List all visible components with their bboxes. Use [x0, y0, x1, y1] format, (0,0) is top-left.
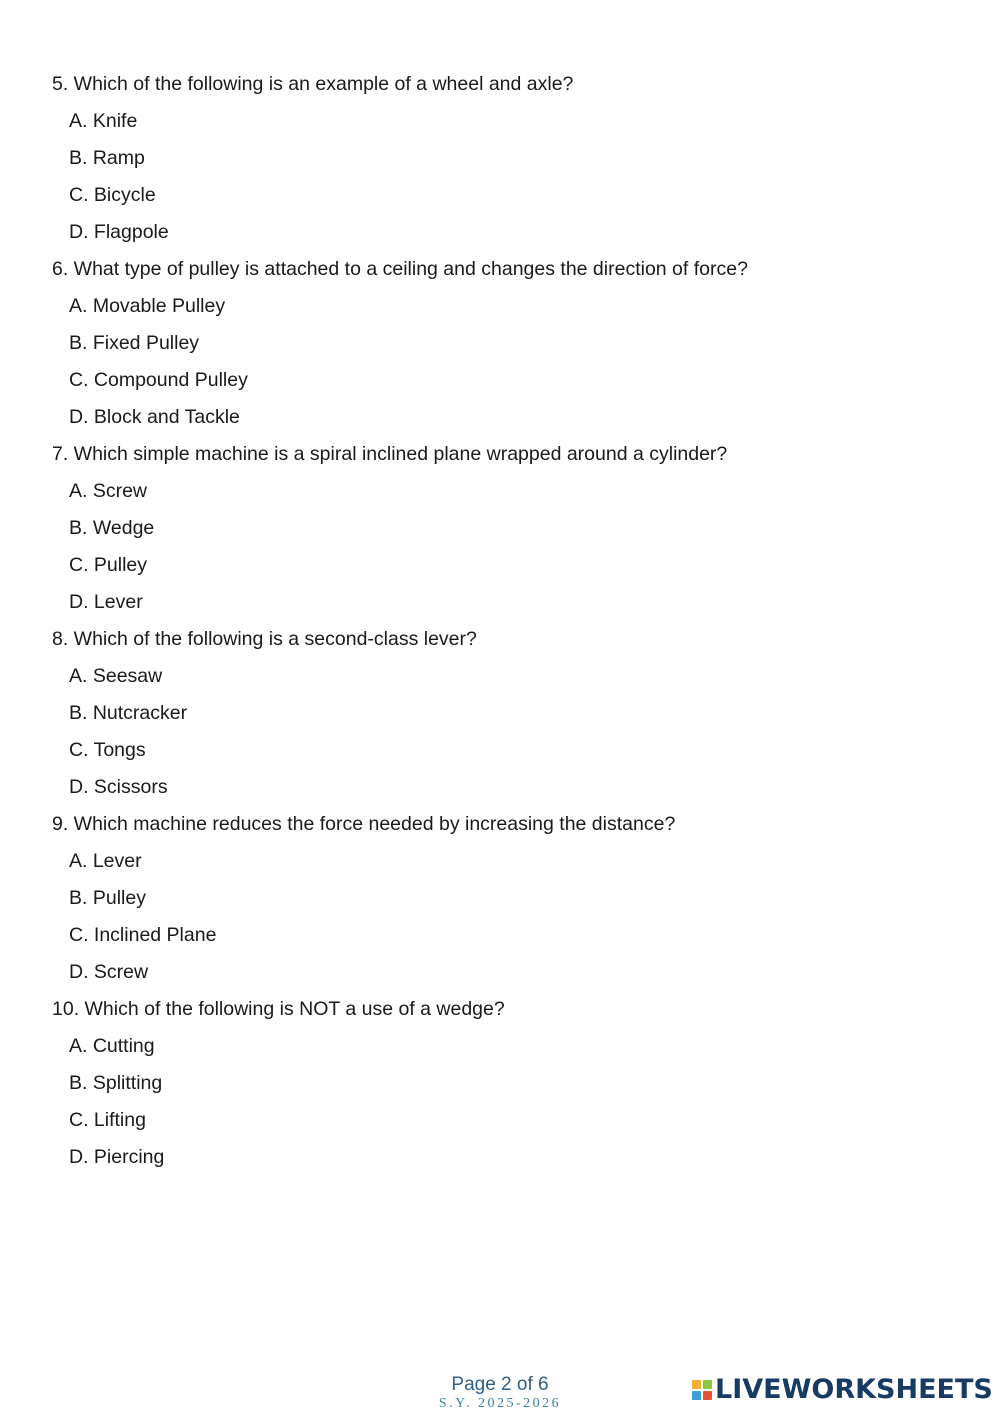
page-number: Page 2 of 6	[451, 1374, 549, 1395]
answer-option: D. Screw	[69, 961, 149, 983]
answer-option: B. Ramp	[69, 147, 145, 169]
question-item	[52, 991, 952, 1176]
liveworksheets-logo	[692, 1374, 993, 1406]
logo-square-icon	[692, 1391, 701, 1400]
liveworksheets-logo-icon	[692, 1380, 712, 1400]
question-item	[52, 436, 952, 621]
question-text: 9. Which machine reduces the force needed by increasing the distance?	[52, 813, 676, 835]
question-text: 5. Which of the following is an example of a wheel and axle?	[52, 73, 574, 95]
answer-option: C. Pulley	[69, 554, 148, 576]
school-year: S.Y. 2025-2026	[438, 1396, 562, 1411]
logo-square-icon	[703, 1380, 712, 1389]
logo-square-icon	[703, 1391, 712, 1400]
answer-option: A. Movable Pulley	[69, 295, 226, 317]
answer-option: C. Bicycle	[69, 184, 156, 206]
answer-option: B. Wedge	[69, 517, 155, 539]
answer-option: D. Block and Tackle	[69, 406, 240, 428]
answer-option: C. Lifting	[69, 1109, 146, 1131]
question-text: 6. What type of pulley is attached to a ceiling and changes the direction of force?	[52, 258, 748, 280]
question-text: 7. Which simple machine is a spiral inclined plane wrapped around a cylinder?	[52, 443, 728, 465]
answer-option: B. Splitting	[69, 1072, 163, 1094]
answer-option: B. Nutcracker	[69, 702, 188, 724]
question-list	[52, 66, 952, 1176]
answer-option: A. Knife	[69, 110, 138, 132]
answer-option: C. Inclined Plane	[69, 924, 217, 946]
logo-square-icon	[692, 1380, 701, 1389]
answer-option: B. Fixed Pulley	[69, 332, 200, 354]
answer-option: D. Flagpole	[69, 221, 169, 243]
question-text: 10. Which of the following is NOT a use of a wedge?	[52, 998, 505, 1020]
question-item	[52, 251, 952, 436]
question-item	[52, 806, 952, 991]
answer-option: B. Pulley	[69, 887, 146, 909]
answer-option: C. Compound Pulley	[69, 369, 248, 391]
question-text: 8. Which of the following is a second-class lever?	[52, 628, 477, 650]
answer-option: D. Lever	[69, 591, 143, 613]
answer-option: D. Piercing	[69, 1146, 165, 1168]
answer-option: A. Seesaw	[69, 665, 163, 687]
question-item	[52, 66, 952, 251]
answer-option: A. Screw	[69, 480, 148, 502]
answer-option: C. Tongs	[69, 739, 146, 761]
logo-text: LIVEWORKSHEETS	[715, 1374, 993, 1405]
answer-option: A. Cutting	[69, 1035, 155, 1057]
answer-option: D. Scissors	[69, 776, 168, 798]
answer-option: A. Lever	[69, 850, 142, 872]
question-item	[52, 621, 952, 806]
